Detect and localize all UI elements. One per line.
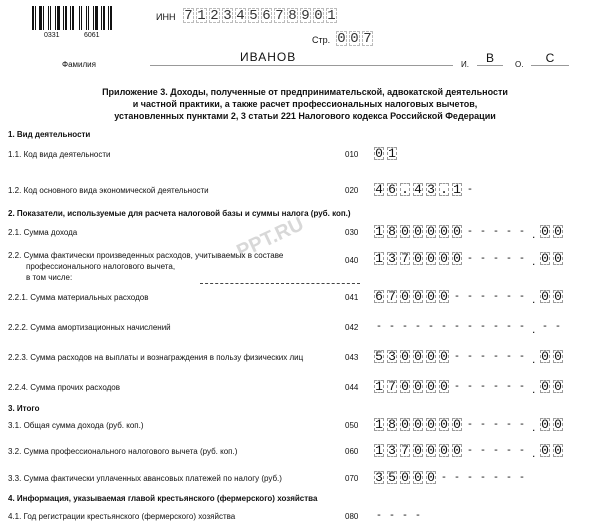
row-4-1-code: 080: [345, 512, 359, 521]
row-2-2-3-cents[interactable]: [540, 350, 566, 363]
row-3-1-value[interactable]: [374, 418, 530, 431]
char-cell: 0: [350, 31, 359, 47]
char-cell: 5: [388, 470, 396, 485]
char-cell: 0: [414, 251, 422, 266]
char-cell: 0: [427, 470, 435, 485]
row-1-1-value[interactable]: [374, 147, 400, 160]
barcode-bar: [81, 6, 82, 30]
char-cell: -: [481, 225, 485, 237]
char-cell: 0: [554, 443, 562, 458]
row-2-2-2-label: 2.2.2. Сумма амортизационных начислений: [8, 323, 171, 332]
char-cell: 0: [401, 349, 409, 364]
row-1-1-label: 1.1. Код вида деятельности: [8, 150, 111, 159]
barcode-bar: [57, 6, 60, 30]
char-cell: 0: [541, 349, 549, 364]
section-4-heading: 4. Информация, указываемая главой крестьянского (фермерского) хозяйства: [8, 494, 318, 503]
char-cell: 3: [388, 251, 396, 266]
char-cell: 6: [375, 289, 383, 304]
char-cell: 0: [427, 443, 435, 458]
char-cell: 0: [554, 349, 562, 364]
char-cell: 0: [427, 251, 435, 266]
char-cell: 8: [388, 224, 396, 239]
barcode-bar: [70, 6, 71, 30]
barcode-bar: [108, 6, 109, 30]
barcode-bar: [101, 6, 102, 30]
row-3-3-value[interactable]: [374, 471, 530, 484]
char-cell: 0: [314, 8, 323, 24]
char-cell: -: [481, 380, 485, 392]
char-cell: -: [507, 444, 511, 456]
char-cell: 0: [414, 443, 422, 458]
char-cell: 9: [301, 8, 310, 24]
char-cell: 0: [554, 251, 562, 266]
char-cell: 0: [427, 417, 435, 432]
title-line-2: и частной практики, а также расчет профессиональных налоговых вычетов,: [132, 99, 478, 109]
row-2-2-1-value[interactable]: [374, 290, 530, 303]
char-cell: 0: [440, 349, 448, 364]
row-2-2-code: 040: [345, 256, 359, 265]
row-2-2-value[interactable]: [374, 252, 530, 265]
char-cell: 0: [427, 289, 435, 304]
char-cell: 0: [453, 224, 461, 239]
row-2-2-label-2: профессионального налогового вычета,: [26, 262, 176, 271]
char-cell: 3: [375, 470, 383, 485]
char-cell: -: [520, 252, 524, 264]
char-cell: 0: [401, 417, 409, 432]
char-cell: 7: [401, 251, 409, 266]
inn-label: ИНН: [156, 12, 176, 22]
char-cell: 0: [427, 224, 435, 239]
barcode-number-left: 0331: [44, 32, 60, 39]
row-2-2-1-cents[interactable]: [540, 290, 566, 303]
char-cell: -: [481, 290, 485, 302]
char-cell: -: [507, 252, 511, 264]
watermark: PPT.RU: [233, 213, 308, 264]
barcode-bar: [68, 6, 69, 30]
row-2-2-3-point: .: [532, 352, 536, 366]
char-cell: 0: [554, 417, 562, 432]
row-2-2-1-label: 2.2.1. Сумма материальных расходов: [8, 293, 149, 302]
row-2-2-4-label: 2.2.4. Сумма прочих расходов: [8, 383, 120, 392]
section-3-heading: 3. Итого: [8, 404, 40, 413]
char-cell: 3: [223, 8, 232, 24]
char-cell: -: [507, 471, 511, 483]
barcode-bar: [32, 6, 34, 30]
char-cell: 0: [541, 443, 549, 458]
barcode-bar: [63, 6, 64, 30]
char-cell: 0: [401, 224, 409, 239]
char-cell: 0: [554, 224, 562, 239]
char-cell: 1: [375, 443, 383, 458]
char-cell: 0: [427, 379, 435, 394]
char-cell: -: [520, 380, 524, 392]
char-cell: -: [520, 350, 524, 362]
char-cell: 0: [541, 224, 549, 239]
row-2-1-code: 030: [345, 228, 359, 237]
page-number-field[interactable]: [336, 31, 375, 46]
char-cell: 0: [541, 251, 549, 266]
char-cell: 6: [262, 8, 271, 24]
char-cell: -: [543, 320, 547, 332]
char-cell: -: [520, 444, 524, 456]
row-2-2-divider: [200, 283, 360, 284]
row-1-2-label: 1.2. Код основного вида экономической деятельности: [8, 186, 209, 195]
char-cell: -: [455, 320, 459, 332]
row-1-2-value[interactable]: [374, 183, 478, 196]
row-2-2-2-point: .: [532, 322, 536, 336]
row-2-2-2-value[interactable]: [374, 320, 530, 333]
char-cell: -: [468, 225, 472, 237]
barcode-bar: [88, 6, 89, 30]
char-cell: -: [520, 471, 524, 483]
char-cell: 0: [414, 349, 422, 364]
char-cell: 0: [440, 251, 448, 266]
char-cell: -: [468, 183, 472, 195]
char-cell: 0: [337, 31, 346, 47]
char-cell: -: [507, 350, 511, 362]
row-2-1-cents[interactable]: [540, 225, 566, 238]
char-cell: -: [494, 380, 498, 392]
char-cell: -: [481, 320, 485, 332]
char-cell: -: [494, 444, 498, 456]
barcode-bar: [90, 6, 92, 30]
barcode-bar: [37, 6, 38, 30]
surname-value: ИВАНОВ: [240, 50, 297, 64]
char-cell: 0: [440, 417, 448, 432]
char-cell: 1: [375, 379, 383, 394]
barcode-bar: [110, 6, 112, 30]
row-2-2-point: .: [532, 254, 536, 268]
char-cell: 8: [288, 8, 297, 24]
barcode-bar: [45, 6, 47, 30]
row-3-1-point: .: [532, 420, 536, 434]
char-cell: 0: [375, 146, 383, 161]
char-cell: -: [377, 509, 381, 521]
char-cell: .: [440, 182, 448, 197]
row-2-2-label-1: 2.2. Сумма фактически произведенных расходов, учитываемых в составе: [8, 251, 284, 260]
char-cell: -: [481, 252, 485, 264]
char-cell: -: [494, 290, 498, 302]
char-cell: -: [494, 418, 498, 430]
row-3-1-code: 050: [345, 421, 359, 430]
char-cell: -: [455, 380, 459, 392]
char-cell: 0: [440, 379, 448, 394]
row-2-2-3-code: 043: [345, 353, 359, 362]
char-cell: 0: [427, 349, 435, 364]
row-3-1-label: 3.1. Общая сумма дохода (руб. коп.): [8, 421, 144, 430]
barcode-bar: [93, 6, 94, 30]
char-cell: -: [468, 252, 472, 264]
char-cell: 0: [414, 379, 422, 394]
char-cell: 0: [414, 224, 422, 239]
char-cell: 1: [453, 182, 461, 197]
section-2-heading: 2. Показатели, используемые для расчета налоговой базы и суммы налога (руб. коп.): [8, 209, 351, 218]
row-2-1-label: 2.1. Сумма дохода: [8, 228, 78, 237]
surname-field[interactable]: [150, 51, 453, 66]
title-line-3: установленных пунктами 2, 3 статьи 221 Налогового кодекса Российской Федерации: [114, 111, 496, 121]
char-cell: -: [507, 380, 511, 392]
first-initial-field[interactable]: В: [477, 51, 503, 66]
row-2-2-4-value[interactable]: [374, 380, 530, 393]
barcode-bar: [43, 6, 44, 30]
char-cell: -: [481, 350, 485, 362]
char-cell: 0: [414, 417, 422, 432]
char-cell: -: [556, 320, 560, 332]
char-cell: 0: [453, 443, 461, 458]
char-cell: -: [507, 290, 511, 302]
row-2-2-3-value[interactable]: [374, 350, 530, 363]
char-cell: 5: [375, 349, 383, 364]
char-cell: 0: [541, 417, 549, 432]
char-cell: 3: [427, 182, 435, 197]
char-cell: -: [494, 225, 498, 237]
char-cell: 1: [197, 8, 206, 24]
row-2-2-2-code: 042: [345, 323, 359, 332]
char-cell: -: [377, 320, 381, 332]
char-cell: -: [468, 320, 472, 332]
barcode: [32, 6, 122, 30]
first-initial-label: И.: [461, 60, 469, 69]
row-2-2-4-code: 044: [345, 383, 359, 392]
row-2-2-4-point: .: [532, 382, 536, 396]
char-cell: -: [494, 471, 498, 483]
char-cell: 0: [541, 289, 549, 304]
char-cell: 4: [236, 8, 245, 24]
row-2-1-point: .: [532, 227, 536, 241]
middle-initial-field[interactable]: С: [531, 51, 569, 66]
char-cell: -: [520, 418, 524, 430]
barcode-bar: [75, 6, 78, 30]
char-cell: -: [455, 290, 459, 302]
char-cell: 7: [275, 8, 284, 24]
char-cell: 8: [388, 417, 396, 432]
barcode-bar: [65, 6, 67, 30]
middle-initial-label: О.: [515, 60, 524, 69]
char-cell: 0: [414, 470, 422, 485]
row-4-1-value[interactable]: [374, 509, 426, 522]
barcode-bar: [52, 6, 54, 30]
char-cell: -: [390, 320, 394, 332]
char-cell: -: [494, 252, 498, 264]
row-3-3-code: 070: [345, 474, 359, 483]
row-2-2-2-cents[interactable]: [540, 320, 566, 333]
char-cell: 1: [375, 224, 383, 239]
char-cell: 1: [375, 251, 383, 266]
row-3-2-label: 3.2. Сумма профессионального налогового вычета (руб. коп.): [8, 447, 238, 456]
char-cell: 0: [401, 379, 409, 394]
char-cell: -: [403, 509, 407, 521]
char-cell: -: [442, 320, 446, 332]
char-cell: -: [494, 350, 498, 362]
char-cell: 7: [363, 31, 372, 47]
char-cell: -: [481, 471, 485, 483]
barcode-bar: [55, 6, 56, 30]
row-2-2-1-point: .: [532, 292, 536, 306]
barcode-bar: [35, 6, 36, 30]
row-2-1-value[interactable]: [374, 225, 530, 238]
row-3-2-code: 060: [345, 447, 359, 456]
row-3-2-point: .: [532, 446, 536, 460]
char-cell: 0: [401, 289, 409, 304]
char-cell: -: [390, 509, 394, 521]
barcode-bar: [39, 6, 42, 30]
char-cell: 0: [440, 443, 448, 458]
char-cell: 1: [388, 146, 396, 161]
barcode-bar: [83, 6, 85, 30]
appendix-title: [70, 86, 540, 122]
char-cell: 3: [388, 349, 396, 364]
char-cell: 6: [388, 182, 396, 197]
char-cell: 0: [440, 289, 448, 304]
char-cell: 1: [327, 8, 336, 24]
char-cell: 0: [414, 289, 422, 304]
char-cell: 0: [554, 289, 562, 304]
char-cell: -: [468, 350, 472, 362]
char-cell: 0: [554, 379, 562, 394]
barcode-bar: [48, 6, 49, 30]
char-cell: 0: [541, 379, 549, 394]
section-1-heading: 1. Вид деятельности: [8, 130, 91, 139]
barcode-bar: [50, 6, 51, 30]
char-cell: -: [468, 471, 472, 483]
barcode-bar: [106, 6, 107, 30]
char-cell: -: [481, 444, 485, 456]
char-cell: 7: [388, 289, 396, 304]
char-cell: 0: [401, 470, 409, 485]
char-cell: -: [520, 290, 524, 302]
barcode-bar: [61, 6, 62, 30]
title-line-1: Приложение 3. Доходы, полученные от предпринимательской, адвокатской деятельности: [102, 87, 508, 97]
row-4-1-label: 4.1. Год регистрации крестьянского (фермерского) хозяйства: [8, 512, 236, 521]
char-cell: -: [416, 509, 420, 521]
row-3-2-value[interactable]: [374, 444, 530, 457]
char-cell: -: [455, 350, 459, 362]
char-cell: -: [468, 290, 472, 302]
page-label: Стр.: [312, 35, 331, 45]
barcode-bar: [99, 6, 100, 30]
row-2-2-cents[interactable]: [540, 252, 566, 265]
row-1-2-code: 020: [345, 186, 359, 195]
char-cell: .: [401, 182, 409, 197]
row-3-1-cents[interactable]: [540, 418, 566, 431]
char-cell: 1: [375, 417, 383, 432]
char-cell: -: [416, 320, 420, 332]
char-cell: -: [520, 320, 524, 332]
char-cell: -: [468, 380, 472, 392]
char-cell: 0: [440, 224, 448, 239]
barcode-bar: [72, 6, 74, 30]
row-2-2-label-3: в том числе:: [26, 273, 73, 282]
surname-label: Фамилия: [62, 60, 96, 69]
char-cell: 5: [249, 8, 258, 24]
char-cell: -: [429, 320, 433, 332]
char-cell: 7: [184, 8, 193, 24]
row-1-1-code: 010: [345, 150, 359, 159]
char-cell: 3: [388, 443, 396, 458]
char-cell: -: [468, 418, 472, 430]
barcode-bar: [79, 6, 80, 30]
char-cell: 4: [414, 182, 422, 197]
row-2-2-1-code: 041: [345, 293, 359, 302]
char-cell: -: [520, 225, 524, 237]
char-cell: -: [455, 471, 459, 483]
barcode-bar: [95, 6, 98, 30]
char-cell: -: [507, 418, 511, 430]
char-cell: -: [494, 320, 498, 332]
row-3-2-cents[interactable]: [540, 444, 566, 457]
char-cell: 0: [453, 417, 461, 432]
char-cell: -: [442, 471, 446, 483]
char-cell: 7: [388, 379, 396, 394]
char-cell: 0: [453, 251, 461, 266]
row-2-2-3-label: 2.2.3. Сумма расходов на выплаты и вознаграждения в пользу физических лиц: [8, 353, 304, 362]
char-cell: -: [507, 225, 511, 237]
barcode-bar: [103, 6, 105, 30]
inn-field[interactable]: [183, 8, 339, 23]
char-cell: -: [403, 320, 407, 332]
char-cell: 4: [375, 182, 383, 197]
char-cell: 7: [401, 443, 409, 458]
char-cell: -: [481, 418, 485, 430]
char-cell: 2: [210, 8, 219, 24]
char-cell: -: [468, 444, 472, 456]
char-cell: -: [507, 320, 511, 332]
barcode-number-right: 6061: [84, 32, 100, 39]
row-2-2-4-cents[interactable]: [540, 380, 566, 393]
barcode-bar: [86, 6, 87, 30]
row-3-3-label: 3.3. Сумма фактически уплаченных авансовых платежей по налогу (руб.): [8, 474, 282, 483]
